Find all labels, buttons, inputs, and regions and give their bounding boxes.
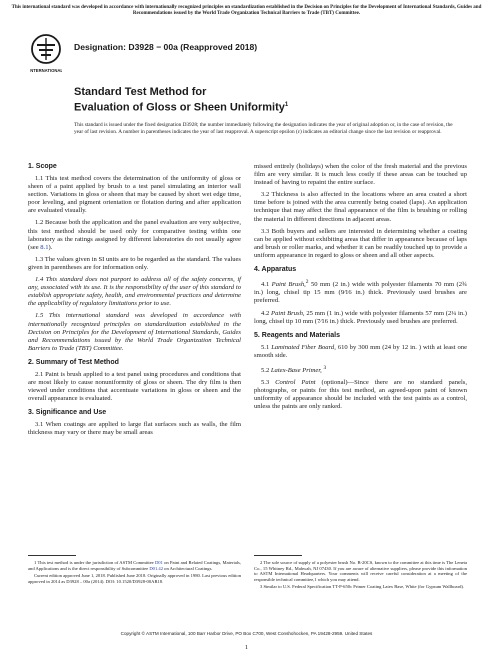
paragraph-1-1: 1.1 This test method covers the determination of the uniformity of gloss or sheen of a paint applied by brush to a test panel simulating an interior wall section. Variations in gloss or sheen that may be caused by short wet edge time, poor leveling, and pigment orientation or flotation during and after application are evaluated visually. bbox=[28, 175, 241, 215]
paragraph-5-3-number: 5.3 bbox=[261, 379, 276, 387]
paragraph-4-2-text: 25 mm (1 in.) wide with polyester filaments 57 mm (2¼ in.) long, chisel tip 10 mm (7⁄16 in.) thick. Previously used brushes are preferred. bbox=[254, 309, 468, 325]
paragraph-1-2-end: ). bbox=[48, 243, 53, 251]
page-title bbox=[74, 86, 454, 115]
section-heading-significance: 3. Significance and Use bbox=[28, 409, 107, 417]
paragraph-5-2-number: 5.2 bbox=[261, 367, 271, 375]
paragraph-1-2-text: 1.2 Because both the application and the panel evaluation are very subjective, this test method should be used only for comparative testing within one laboratory as the ratings assigned by different laboratories do not usually agree (see bbox=[28, 219, 241, 251]
subcommittee-link-d01-42[interactable]: D01.42 bbox=[149, 565, 163, 571]
paragraph-5-2-term: Latex-Base Primer, bbox=[270, 367, 322, 375]
footnotes-left bbox=[28, 560, 241, 586]
paragraph-5-2 bbox=[254, 364, 467, 375]
paragraph-5-1-term: Laminated Fiber Board, bbox=[271, 343, 336, 351]
footnote-rule-left bbox=[28, 555, 76, 556]
footnote-1 bbox=[28, 560, 241, 571]
left-column bbox=[28, 163, 241, 441]
paragraph-1-2 bbox=[28, 219, 241, 251]
title-footnote-ref: 1 bbox=[284, 102, 289, 108]
issued-note: This standard is issued under the fixed designation D3928; the number immediately following the designation indicates the year of original adoption or, in the case of revision, the year of last revision. A number in parentheses indicates the year of last reapproval. A superscript epsilon (ε) indicates an editorial change since the last revision or reapproval. bbox=[74, 122, 453, 135]
paragraph-4-1-term: Paint Brush, bbox=[271, 281, 306, 289]
designation: Designation: D3928 − 00a (Reapproved 2018) bbox=[74, 42, 258, 52]
section-heading-reagents: 5. Reagents and Materials bbox=[254, 331, 340, 339]
footnote-1-edition: Current edition approved June 1, 2018. Published June 2018. Originally approved in 1980. Last previous edition approved in 2014 as D3928 – 00a (2014). DOI: 10.1520/D3928-00AR18. bbox=[28, 573, 241, 584]
footnote-1-end: on Architectural Coatings. bbox=[163, 565, 213, 571]
paragraph-2-1: 2.1 Paint is brush applied to a test panel using procedures and conditions that are most likely to cause nonuniformity of gloss or sheen. The dry film is then viewed under conditions that accentuate variations in gloss or sheen and the overall appearance is evaluated. bbox=[28, 370, 241, 403]
right-column bbox=[254, 163, 467, 416]
footnote-1-mid: on Paint and Related Coatings, Materials, and Applications and is the direct responsibility of Subcommittee bbox=[28, 560, 241, 571]
paragraph-5-3-term: Control Paint bbox=[275, 379, 316, 387]
paragraph-3-3: 3.3 Both buyers and sellers are interested in determining whether a coating can be applied without exhibiting areas that differ in appearance because of laps and brush or roller marks, and whether it can be readily touched up to provide a uniform appearance in regard to gloss or sheen and all other aspects. bbox=[254, 227, 467, 259]
paragraph-5-3 bbox=[254, 379, 467, 411]
paragraph-5-1-number: 5.1 bbox=[261, 343, 272, 351]
paragraph-5-1-text: 610 by 300 mm (24 by 12 in. ) with at least one smooth side. bbox=[254, 343, 467, 359]
footnote-rule-right bbox=[254, 555, 302, 556]
astm-logo-icon bbox=[30, 33, 62, 79]
paragraph-4-1 bbox=[254, 278, 467, 305]
section-heading-scope: 1. Scope bbox=[28, 163, 57, 170]
copyright-line: Copyright © ASTM International, 100 Barr Harbor Drive, PO Box C700, West Conshohocken, PA 19428-2959. United States bbox=[120, 631, 373, 636]
paragraph-5-3-text: (optional)—Since there are no standard panels, photographs, or paints for this test method, an agreed-upon paint of known uniformity of appearance should be included with the test paints as a control, unless the paints are only ranked. bbox=[254, 379, 467, 411]
title-line-1: Standard Test Method for bbox=[74, 86, 207, 98]
paragraph-4-2-number: 4.2 bbox=[261, 309, 272, 317]
page-number: 1 bbox=[244, 644, 249, 651]
paragraph-4-2 bbox=[254, 310, 467, 326]
title-main: Evaluation of Gloss or Sheen Uniformity bbox=[74, 101, 285, 114]
paragraph-1-3: 1.3 The values given in SI units are to be regarded as the standard. The values given in parentheses are for information only. bbox=[28, 255, 241, 271]
logo-text: INTERNATIONAL bbox=[30, 68, 62, 73]
footnotes-right bbox=[254, 560, 467, 592]
paragraph-4-1-number: 4.1 bbox=[261, 281, 272, 289]
paragraph-4-2-term: Paint Brush, bbox=[271, 309, 305, 317]
paragraph-4-1-text: 50 mm (2 in.) wide with polyester filaments 70 mm (2¾ in.) long, chisel tip 15 mm (9⁄16 in.) thick. Previously used brushes are preferred. bbox=[254, 281, 467, 305]
paragraph-5-1 bbox=[254, 344, 467, 360]
footnote-ref-2: 2 bbox=[305, 279, 309, 286]
section-link-8-1[interactable]: 8.1 bbox=[40, 243, 49, 251]
footnote-3: 3 Similar to U.S. Federal Specification TT-P-650c Primer Coating Latex Base, White (for Gypsum Wallboard). bbox=[260, 584, 465, 590]
footnote-ref-3: 3 bbox=[323, 364, 327, 371]
international-standard-note: This international standard was developed in accordance with internationally recognized principles on standardization established in the Decision on Principles for the Development of International Standards, Guides and Recommendations issued by the World Trade Organization Technical Barriers to Trade (TBT) Committee. bbox=[11, 5, 482, 16]
paragraph-1-5: 1.5 This international standard was developed in accordance with internationally recognized principles on standardization established in the Decision on Principles for the Development of International Standards, Guides and Recommendations issued by the World Trade Organization Technical Barriers to Trade (TBT) Committee. bbox=[28, 312, 241, 352]
paragraph-1-4: 1.4 This standard does not purport to address all of the safety concerns, if any, associated with its use. It is the responsibility of the user of this standard to establish appropriate safety, health, and environmental practices and determine the applicability of regulatory limitations prior to use. bbox=[28, 276, 241, 308]
title-line-2 bbox=[74, 99, 454, 115]
paragraph-3-2: 3.2 Thickness is also affected in the locations where an area coated a short time before is joined with the area currently being coated (laps). An application technique that may affect the final appearance of the film is brushing or rolling the material in different directions in adjacent areas. bbox=[254, 191, 467, 223]
footnote-2: 2 The sole source of supply of a polyester brush No. B-20CS, known to the committee at this time is The Leneta Co., 15 Whitney Rd., Mahwah, NJ 07430. If you are aware of alternative suppliers, please provide this information to ASTM International Headquarters. Your comments will receive careful consideration at a meeting of the responsible technical committee,1 which you may attend. bbox=[254, 560, 467, 582]
section-heading-summary: 2. Summary of Test Method bbox=[28, 358, 119, 366]
paragraph-3-1-continued: missed entirely (holidays) when the color of the fresh material and the previous film are very similar. It is much less costly if these areas can be touched up instead of having to repaint the entire surface. bbox=[254, 163, 467, 187]
committee-link-d01[interactable]: D01 bbox=[154, 560, 163, 565]
footnote-1-text: 1 This test method is under the jurisdiction of ASTM Committee bbox=[34, 560, 155, 565]
section-heading-apparatus: 4. Apparatus bbox=[254, 266, 297, 274]
paragraph-3-1: 3.1 When coatings are applied to large flat surfaces such as walls, the film thickness may vary or there may be small areas bbox=[28, 421, 241, 437]
